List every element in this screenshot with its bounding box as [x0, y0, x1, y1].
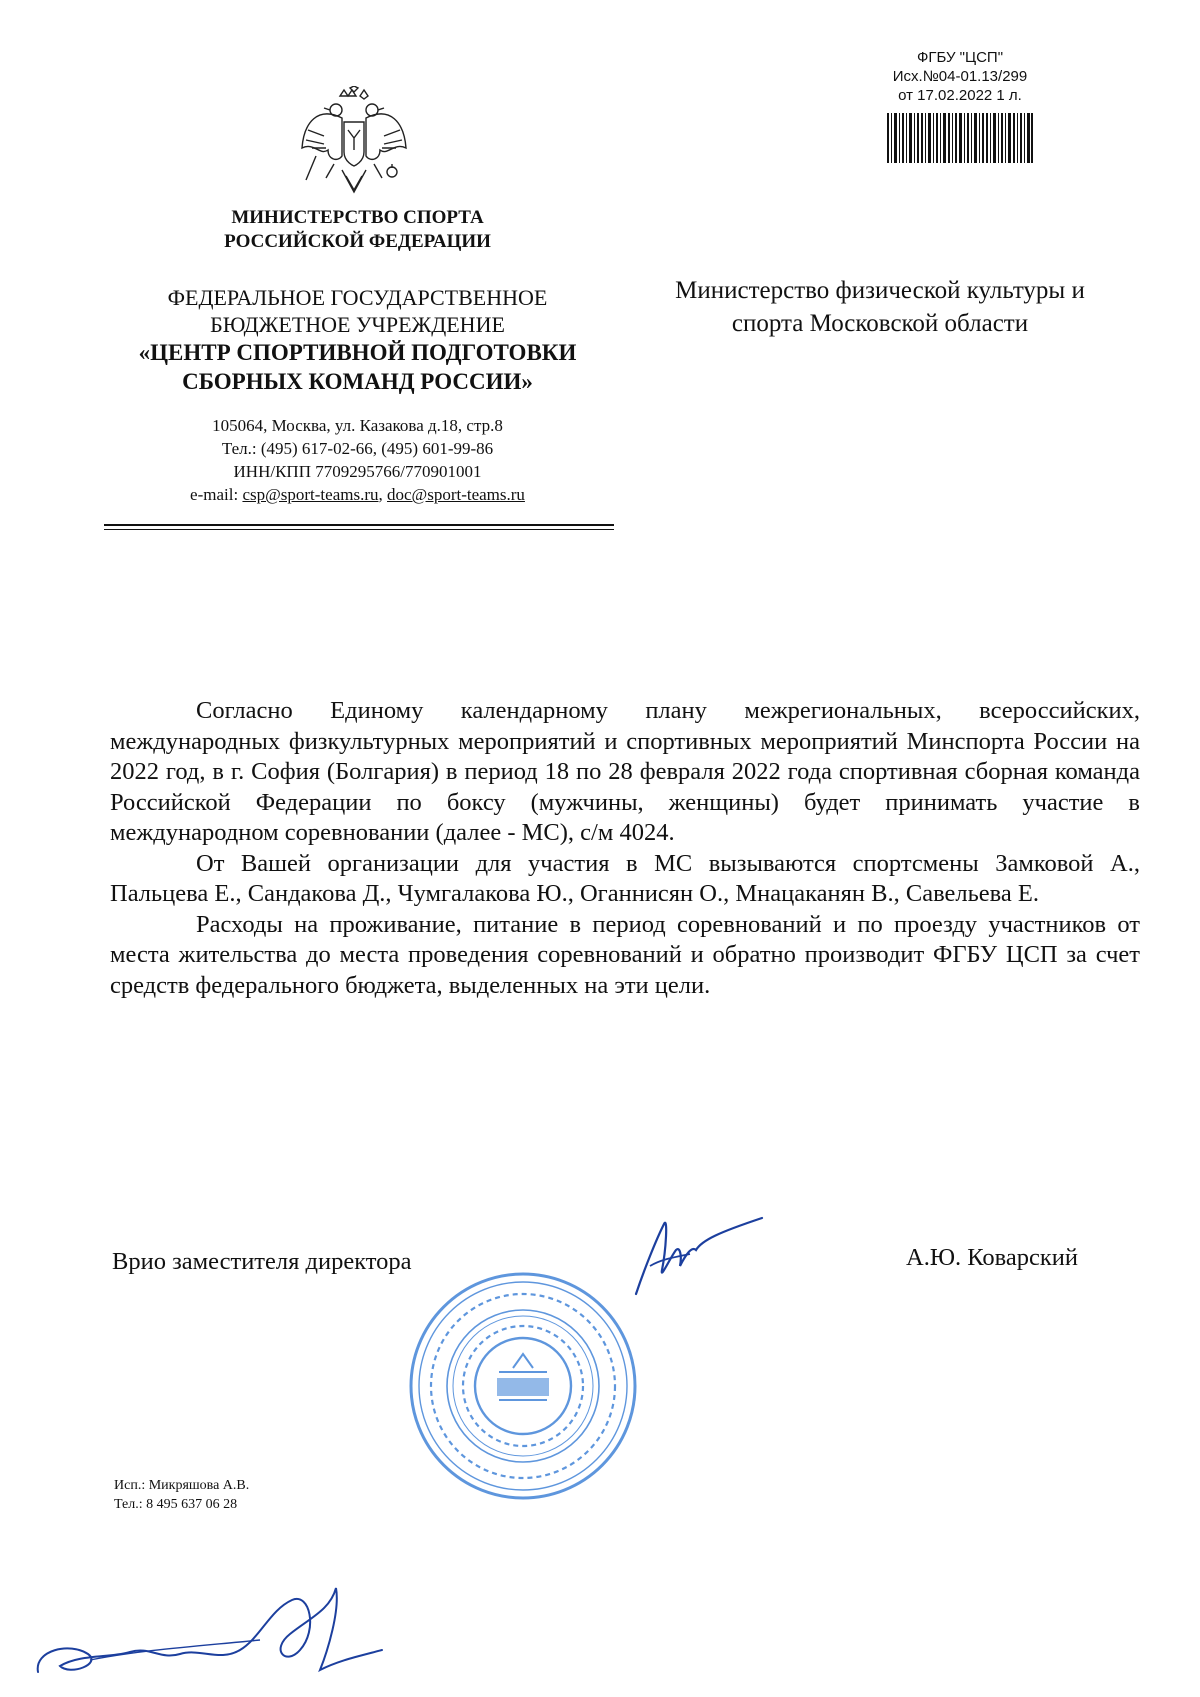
address: 105064, Москва, ул. Казакова д.18, стр.8: [212, 416, 503, 435]
sender-header: [100, 206, 615, 506]
barcode-icon: [887, 113, 1033, 163]
paragraph-3: Расходы на проживание, питание в период соревнований и по проезду участников от места жительства до места проведения соревнований и обратно производит ФГБУ ЦСП за счет средств федерального бюджета, выделенных на эти цели.: [110, 910, 1140, 999]
registration-stamp: [870, 48, 1050, 163]
paragraph-1: Согласно Единому календарному плану межрегиональных, всероссийских, международных физкультурных мероприятий и спортивных мероприятий Минспорта России на 2022 год, в г. София (Болгария) в период 18 по 28 февраля 2022 года спортивная сборная команда Российской Федерации по боксу (мужчины, женщины) будет принимать участие в международном соревновании (далее - МС), с/м 4024.: [110, 697, 1140, 846]
org-type-line-1: ФЕДЕРАЛЬНОЕ ГОСУДАРСТВЕННОЕ: [167, 285, 548, 310]
addressee: [640, 274, 1120, 340]
email-link-csp[interactable]: csp@sport-teams.ru: [242, 485, 379, 504]
org-name-line-1: «ЦЕНТР СПОРТИВНОЙ ПОДГОТОВКИ: [138, 340, 577, 365]
header-rule-thin: [104, 529, 614, 530]
coat-of-arms-icon: [298, 86, 410, 204]
official-seal-icon: [405, 1268, 641, 1504]
signatory-title: Врио заместителя директора: [112, 1248, 412, 1275]
email-line: [100, 483, 615, 506]
signatory-name: А.Ю. Коварский: [906, 1244, 1078, 1271]
paragraph-2: От Вашей организации для участия в МС вызываются спортсмены Замковой А., Пальцева Е., Сандакова Д., Чумгалакова Ю., Оганнисян О., Мнацаканян В., Савельева Е.: [110, 849, 1140, 907]
executor-phone: Тел.: 8 495 637 06 28: [114, 1497, 238, 1512]
letter-body: [110, 696, 1140, 1001]
header-rule-thick: [104, 524, 614, 526]
organization-type: [100, 284, 615, 338]
ministry-line-2: РОССИЙСКОЙ ФЕДЕРАЦИИ: [224, 231, 491, 252]
addressee-line-2: спорта Московской области: [731, 310, 1029, 337]
email-link-doc[interactable]: doc@sport-teams.ru: [387, 485, 525, 504]
email-separator: ,: [378, 485, 387, 504]
ministry-name: [100, 206, 615, 254]
registration-date: от 17.02.2022 1 л.: [898, 87, 1022, 104]
executor-info: [114, 1476, 249, 1514]
handwritten-mark-icon: [30, 1580, 390, 1680]
organization-name: [100, 338, 615, 396]
registration-org: ФГБУ "ЦСП": [916, 49, 1004, 66]
ministry-line-1: МИНИСТЕРСТВО СПОРТА: [231, 207, 484, 228]
registration-number: Исх.№04-01.13/299: [892, 68, 1028, 85]
phone: Тел.: (495) 617-02-66, (495) 601-99-86: [221, 439, 494, 458]
inn-kpp: ИНН/КПП 7709295766/770901001: [233, 462, 482, 481]
org-type-line-2: БЮДЖЕТНОЕ УЧРЕЖДЕНИЕ: [210, 312, 505, 337]
org-name-line-2: СБОРНЫХ КОМАНД РОССИИ»: [182, 369, 533, 394]
addressee-line-1: Министерство физической культуры и: [675, 277, 1085, 304]
contacts: [100, 414, 615, 506]
email-prefix: e-mail:: [190, 485, 243, 504]
executor-name: Исп.: Микряшова А.В.: [114, 1478, 250, 1493]
handwritten-signature-icon: [630, 1210, 770, 1300]
